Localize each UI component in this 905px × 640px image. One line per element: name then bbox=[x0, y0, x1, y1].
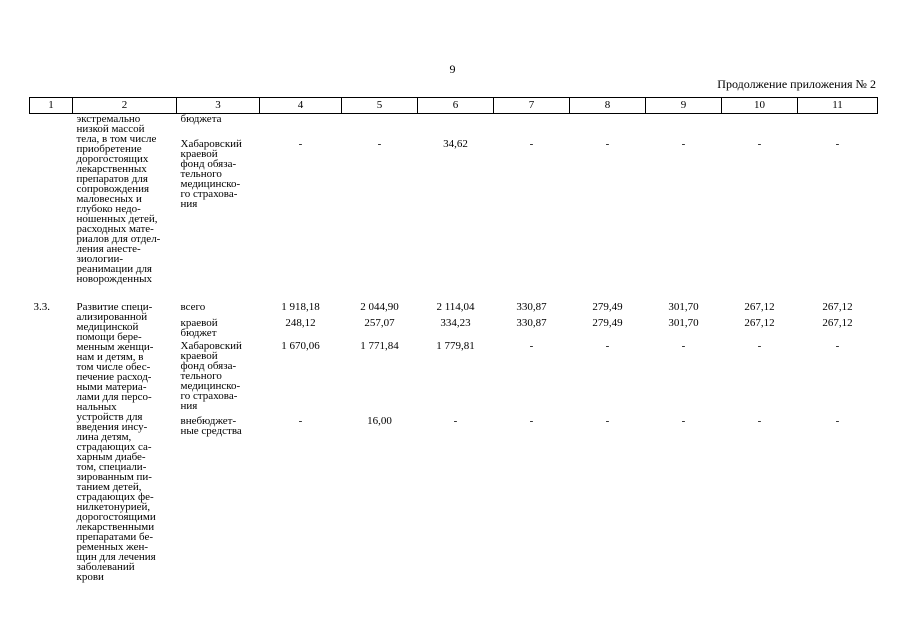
value-cell: 2 114,04 bbox=[436, 301, 475, 313]
value-cell: 330,87 bbox=[516, 317, 547, 329]
header-cell: 4 bbox=[260, 98, 342, 114]
value-cell: - bbox=[605, 415, 610, 427]
value-cell: 279,49 bbox=[592, 301, 623, 313]
value-cell: 2 044,90 bbox=[360, 301, 399, 313]
value-cell: - bbox=[377, 138, 382, 150]
funding-source: краевой бюджет bbox=[180, 317, 218, 339]
value-cell: 248,12 bbox=[285, 317, 316, 329]
header-cell: 1 bbox=[30, 98, 73, 114]
value-cell bbox=[722, 114, 798, 125]
value-cell: 1 779,81 bbox=[436, 340, 475, 352]
item-number-cell bbox=[30, 114, 73, 295]
value-cell: - bbox=[681, 138, 686, 150]
value-cell: - bbox=[757, 138, 762, 150]
value-cell bbox=[494, 114, 570, 125]
value-cell: - bbox=[298, 138, 303, 150]
value-cell: 279,49 bbox=[592, 317, 623, 329]
value-cell: - bbox=[298, 415, 303, 427]
funding-source: внебюджет- ные средства bbox=[180, 415, 242, 437]
value-cell: - bbox=[757, 340, 762, 352]
value-cell: 267,12 bbox=[822, 301, 853, 313]
header-cell: 10 bbox=[722, 98, 798, 114]
table-row bbox=[30, 302, 878, 318]
header-cell: 7 bbox=[494, 98, 570, 114]
item-description: экстремально низкой массой тела, в том числе приобретение дорогостоящих лекарственных препаратов для сопровождения маловесных и глубоко недо- ношенных детей, расходных мате- риалов для отдел- ления анесте- зиологии- реанимации для новорожденных bbox=[76, 113, 161, 285]
funding-source: Хабаровский краевой фонд обяза- тельного медицинско- го страхова- ния bbox=[180, 138, 242, 210]
value-cell: 301,70 bbox=[668, 301, 699, 313]
value-cell bbox=[570, 114, 646, 125]
header-cell: 2 bbox=[73, 98, 177, 114]
value-cell: - bbox=[529, 340, 534, 352]
header-cell: 11 bbox=[798, 98, 878, 114]
item-description: Развитие специ- ализированной медицинской помощи бере- менным женщи- нам и детям, в том числе обес- печение расход- ными материа- лами для персо- нальных устройств для введения инсу- лина детям, страдающих са- харным диабе- том, специали- зированным пи- танием детей, страдающих фе- нилкетонурией, дорогостоящими лекарственными препаратами бе- ременных жен- щин для лечения заболеваний крови bbox=[76, 301, 156, 583]
table-row bbox=[30, 114, 878, 125]
value-cell: - bbox=[681, 340, 686, 352]
value-cell: 267,12 bbox=[744, 301, 775, 313]
value-cell: - bbox=[605, 340, 610, 352]
value-cell: 1 771,84 bbox=[360, 340, 399, 352]
value-cell bbox=[646, 114, 722, 125]
value-cell: 334,23 bbox=[440, 317, 471, 329]
budget-table bbox=[29, 97, 878, 594]
value-cell: - bbox=[835, 415, 840, 427]
value-cell: 257,07 bbox=[364, 317, 395, 329]
value-cell: - bbox=[835, 138, 840, 150]
value-cell: - bbox=[453, 415, 458, 427]
header-cell: 8 bbox=[570, 98, 646, 114]
header-cell: 5 bbox=[342, 98, 418, 114]
value-cell: - bbox=[529, 415, 534, 427]
value-cell: 330,87 bbox=[516, 301, 547, 313]
value-cell: 1 670,06 bbox=[281, 340, 320, 352]
value-cell: 301,70 bbox=[668, 317, 699, 329]
value-cell: - bbox=[835, 340, 840, 352]
funding-source: бюджета bbox=[180, 113, 222, 125]
header-cell: 6 bbox=[418, 98, 494, 114]
value-cell: 267,12 bbox=[744, 317, 775, 329]
continuation-label: Продолжение приложения № 2 bbox=[717, 77, 876, 91]
value-cell: 1 918,18 bbox=[281, 301, 320, 313]
value-cell bbox=[418, 114, 494, 125]
value-cell: - bbox=[757, 415, 762, 427]
value-cell: 16,00 bbox=[367, 415, 392, 427]
funding-source: всего bbox=[180, 301, 206, 313]
value-cell: - bbox=[605, 138, 610, 150]
value-cell: - bbox=[529, 138, 534, 150]
value-cell: 34,62 bbox=[443, 138, 468, 150]
value-cell bbox=[342, 114, 418, 125]
funding-source: Хабаровский краевой фонд обяза- тельного медицинско- го страхова- ния bbox=[180, 340, 242, 412]
page-number: 9 bbox=[449, 62, 456, 76]
header-cell: 3 bbox=[177, 98, 260, 114]
value-cell: - bbox=[681, 415, 686, 427]
value-cell bbox=[798, 114, 878, 125]
value-cell: 267,12 bbox=[822, 317, 853, 329]
value-cell bbox=[260, 114, 342, 125]
item-number: 3.3. bbox=[33, 301, 50, 313]
table-header bbox=[30, 98, 878, 114]
header-cell: 9 bbox=[646, 98, 722, 114]
